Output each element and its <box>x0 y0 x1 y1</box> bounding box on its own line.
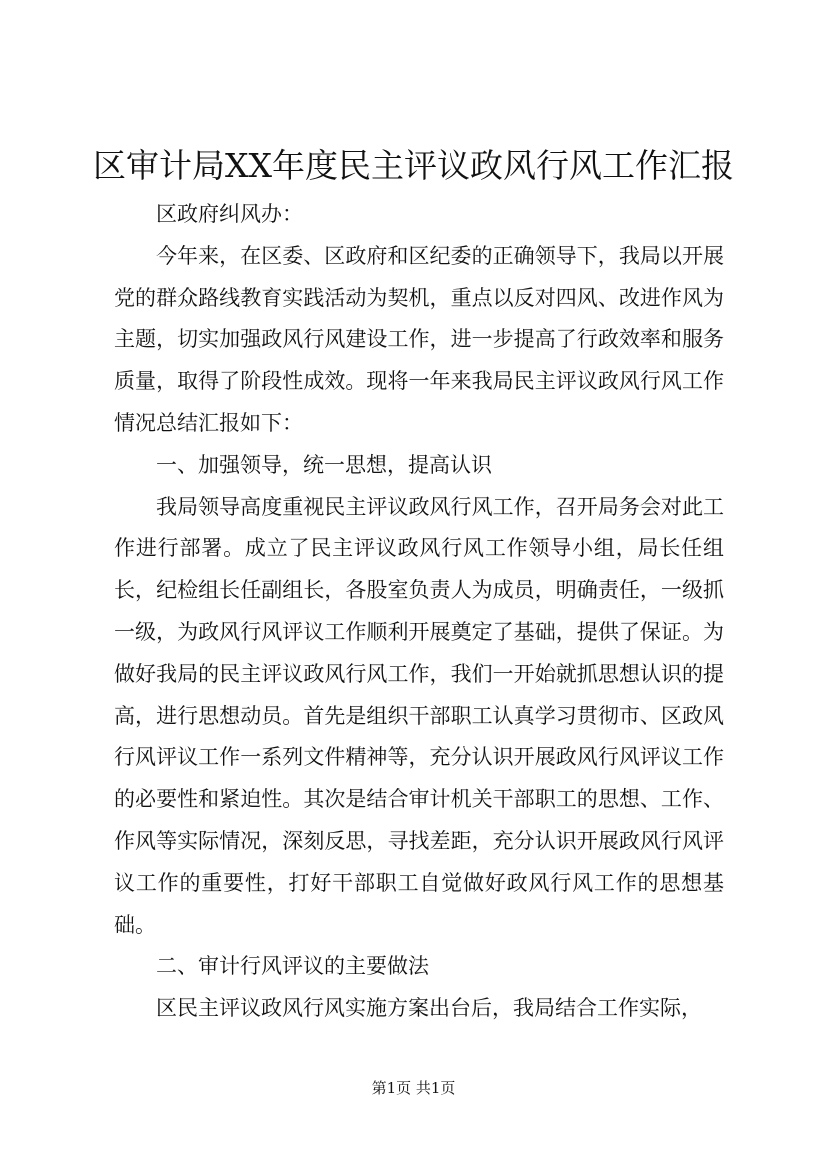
paragraph-section-1: 我局领导高度重视民主评议政风行风工作，召开局务会对此工作进行部署。成立了民主评议政风行风工作领导小组，局长任组长，纪检组长任副组长，各股室负责人为成员，明确责任，一级抓一级，为政风行风评议工作顺利开展奠定了基础，提供了保证。为做好我局的民主评议政风行风工作，我们一开始就抓思想认识的提高，进行思想动员。首先是组织干部职工认真学习贯彻市、区政风行风评议工作一系列文件精神等，充分认识开展政风行风评议工作的必要性和紧迫性。其次是结合审计机关干部职工的思想、工作、作风等实际情况，深刻反思，寻找差距，充分认识开展政风行风评议工作的重要性，打好干部职工自觉做好政风行风工作的思想基础。 <box>114 494 724 937</box>
page-footer: 第1页 共1页 <box>371 1079 456 1097</box>
salutation: 区政府纠风办： <box>156 202 303 226</box>
document-title: 区审计局XX年度民主评议政风行风工作汇报 <box>93 146 734 185</box>
document-body <box>114 194 724 1030</box>
section-heading-1: 一、加强领导，统一思想，提高认识 <box>156 452 492 477</box>
paragraph-intro: 今年来，在区委、区政府和区纪委的正确领导下，我局以开展党的群众路线教育实践活动为契机，重点以反对四风、改进作风为主题，切实加强政风行风建设工作，进一步提高了行政效率和服务质量，取得了阶段性成效。现将一年来我局民主评议政风行风工作情况总结汇报如下： <box>114 243 724 435</box>
section-heading-2: 二、审计行风评议的主要做法 <box>156 954 429 979</box>
paragraph-section-2: 区民主评议政风行风实施方案出台后，我局结合工作实际， <box>156 996 702 1021</box>
